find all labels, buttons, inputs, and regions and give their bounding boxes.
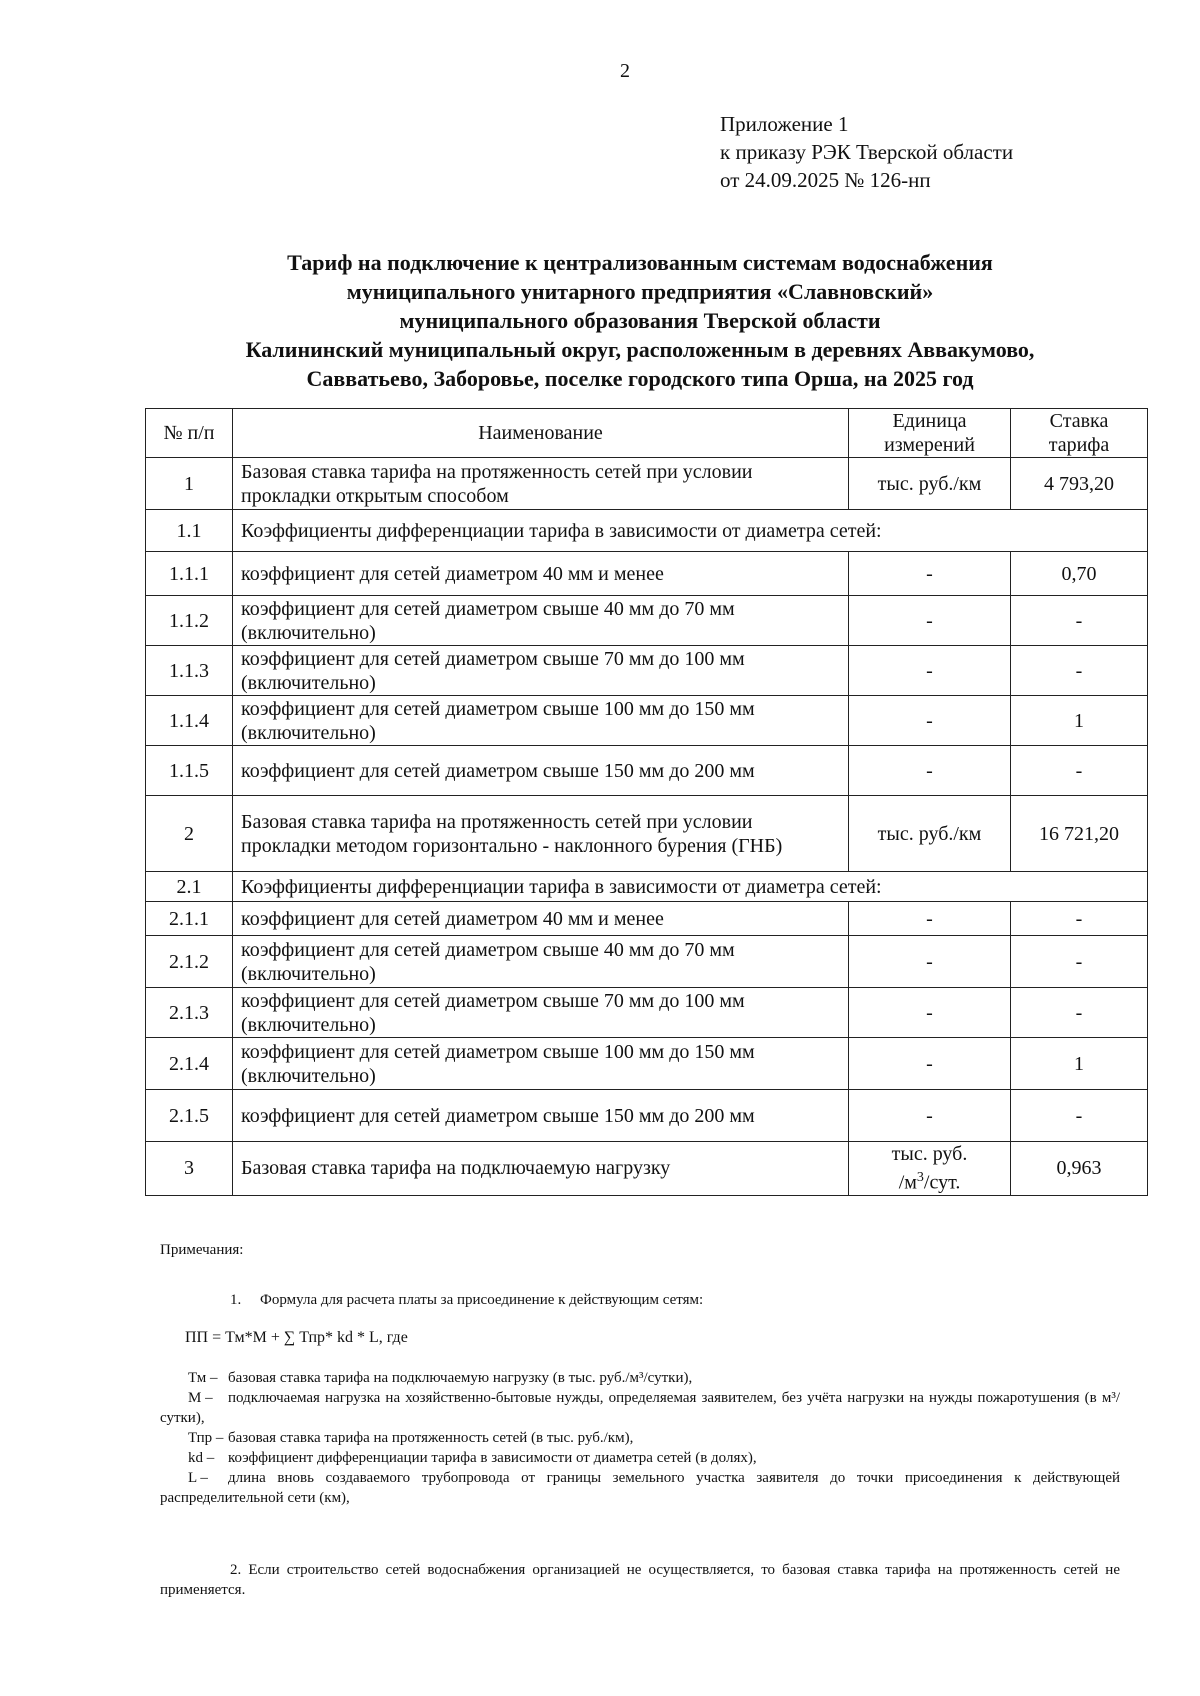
page-number: 2 [620, 60, 630, 82]
row-name: Базовая ставка тарифа на подключаемую нагрузку [233, 1142, 849, 1196]
appendix-header [720, 110, 1013, 194]
unit-line: тыс. руб. [891, 1143, 968, 1165]
appendix-line: от 24.09.2025 № 126-нп [720, 168, 931, 192]
formula-definitions [160, 1368, 1120, 1508]
row-name: коэффициент для сетей диаметром свыше 70 мм до 100 мм (включительно) [233, 646, 849, 696]
row-rate: 4 793,20 [1011, 458, 1148, 510]
table-row [146, 646, 1148, 696]
title-line: Савватьево, Заборовье, поселке городского типа Орша, на 2025 год [306, 366, 974, 391]
row-unit: - [849, 552, 1011, 596]
row-unit: - [849, 902, 1011, 936]
row-num: 1.1.1 [146, 552, 233, 596]
header-rate-line: Ставка [1049, 410, 1109, 432]
row-name: Коэффициенты дифференциации тарифа в зависимости от диаметра сетей: [233, 872, 1148, 902]
row-rate: - [1011, 902, 1148, 936]
row-name: Базовая ставка тарифа на протяженность сетей при условии прокладки методом горизонтально - наклонного бурения (ГНБ) [233, 796, 849, 872]
table-row [146, 936, 1148, 988]
table-row [146, 596, 1148, 646]
unit-text: /сут. [923, 1171, 961, 1194]
row-num: 1.1 [146, 510, 233, 552]
row-rate: 0,963 [1011, 1142, 1148, 1196]
row-rate: - [1011, 746, 1148, 796]
definition-line [160, 1448, 1120, 1468]
definition-symbol: L – [188, 1470, 208, 1486]
definition-symbol: Тпр – [188, 1430, 224, 1446]
table-row [146, 510, 1148, 552]
table-row [146, 696, 1148, 746]
row-name: коэффициент для сетей диаметром свыше 100 мм до 150 мм (включительно) [233, 696, 849, 746]
row-name: коэффициент для сетей диаметром свыше 150 мм до 200 мм [233, 746, 849, 796]
row-name: Базовая ставка тарифа на протяженность сетей при условии прокладки открытым способом [233, 458, 849, 510]
notes-heading: Примечания: [160, 1242, 244, 1258]
row-unit [849, 1142, 1011, 1196]
header-num: № п/п [146, 409, 233, 458]
row-num: 2.1.3 [146, 988, 233, 1038]
row-unit: тыс. руб./км [849, 458, 1011, 510]
row-rate: - [1011, 646, 1148, 696]
definition-line [160, 1368, 1120, 1388]
note-text: Формула для расчета платы за присоединение к действующим сетям: [260, 1292, 704, 1308]
title-line: Тариф на подключение к централизованным системам водоснабжения [287, 250, 993, 275]
row-name: коэффициент для сетей диаметром свыше 150 мм до 200 мм [233, 1090, 849, 1142]
table-row [146, 1038, 1148, 1090]
table-row [146, 1142, 1148, 1196]
row-unit: - [849, 988, 1011, 1038]
row-num: 1.1.2 [146, 596, 233, 646]
row-rate: - [1011, 936, 1148, 988]
row-num: 2.1.5 [146, 1090, 233, 1142]
definition-line [160, 1468, 1120, 1508]
note-item-1 [230, 1290, 1190, 1310]
row-rate: 16 721,20 [1011, 796, 1148, 872]
header-unit-line: измерений [884, 434, 975, 456]
row-name: коэффициент для сетей диаметром 40 мм и менее [233, 552, 849, 596]
formula: ПП = Тм*М + ∑ Тпр* kd * L, где [185, 1329, 408, 1346]
document-title [140, 248, 1140, 393]
row-rate: 0,70 [1011, 552, 1148, 596]
table-row [146, 988, 1148, 1038]
title-line: муниципального унитарного предприятия «Славновский» [346, 279, 934, 304]
header-unit [849, 409, 1011, 458]
row-unit: - [849, 1090, 1011, 1142]
row-num: 2 [146, 796, 233, 872]
row-rate: - [1011, 1090, 1148, 1142]
row-name: коэффициент для сетей диаметром свыше 70 мм до 100 мм (включительно) [233, 988, 849, 1038]
unit-text: /м [898, 1171, 917, 1194]
table-row [146, 552, 1148, 596]
row-name: коэффициент для сетей диаметром свыше 40 мм до 70 мм (включительно) [233, 936, 849, 988]
definition-text: длина вновь создаваемого трубопровода от границы земельного участка заявителя до точки присоединения к действующей распределительной сети (км), [160, 1470, 1120, 1506]
row-num: 3 [146, 1142, 233, 1196]
definition-line [160, 1428, 1120, 1448]
definition-text: базовая ставка тарифа на подключаемую нагрузку (в тыс. руб./м³/сутки), [228, 1370, 693, 1386]
row-unit: - [849, 596, 1011, 646]
definition-symbol: Тм – [188, 1370, 218, 1386]
definition-text: коэффициент дифференциации тарифа в зависимости от диаметра сетей (в долях), [228, 1450, 757, 1466]
header-unit-line: Единица [892, 410, 967, 432]
tariff-table [145, 408, 1148, 1196]
row-unit: - [849, 746, 1011, 796]
definition-line [160, 1388, 1120, 1428]
row-name: Коэффициенты дифференциации тарифа в зависимости от диаметра сетей: [233, 510, 1148, 552]
header-name: Наименование [233, 409, 849, 458]
unit-superscript: 3 [916, 1170, 924, 1185]
appendix-line: Приложение 1 [720, 112, 849, 136]
definition-symbol: М – [188, 1390, 213, 1406]
row-unit: тыс. руб./км [849, 796, 1011, 872]
row-num: 2.1.2 [146, 936, 233, 988]
row-rate: - [1011, 596, 1148, 646]
title-line: Калининский муниципальный округ, расположенным в деревнях Аввакумово, [245, 337, 1035, 362]
note-number: 1. [230, 1292, 242, 1308]
row-name: коэффициент для сетей диаметром свыше 100 мм до 150 мм (включительно) [233, 1038, 849, 1090]
definition-symbol: kd – [188, 1450, 215, 1466]
row-unit: - [849, 696, 1011, 746]
table-row [146, 796, 1148, 872]
header-rate-line: тарифа [1048, 434, 1110, 456]
row-num: 1.1.3 [146, 646, 233, 696]
appendix-line: к приказу РЭК Тверской области [720, 140, 1014, 164]
row-unit: - [849, 1038, 1011, 1090]
table-row [146, 1090, 1148, 1142]
row-num: 2.1.1 [146, 902, 233, 936]
header-rate [1011, 409, 1148, 458]
row-name: коэффициент для сетей диаметром свыше 40 мм до 70 мм (включительно) [233, 596, 849, 646]
table-row [146, 872, 1148, 902]
definition-text: подключаемая нагрузка на хозяйственно-бытовые нужды, определяемая заявителем, без учёта нагрузки на нужды пожаротушения (в м³/сутки), [160, 1390, 1120, 1426]
row-num: 2.1.4 [146, 1038, 233, 1090]
row-num: 1.1.5 [146, 746, 233, 796]
row-num: 1.1.4 [146, 696, 233, 746]
row-unit: - [849, 936, 1011, 988]
row-rate: 1 [1011, 696, 1148, 746]
table-row [146, 458, 1148, 510]
note-item-2: 2. Если строительство сетей водоснабжения организацией не осуществляется, то базовая ставка тарифа на протяженность сетей не применяется. [160, 1562, 1120, 1598]
table-header-row [146, 409, 1148, 458]
row-unit: - [849, 646, 1011, 696]
definition-text: базовая ставка тарифа на протяженность сетей (в тыс. руб./км), [228, 1430, 634, 1446]
unit-line [857, 1166, 1002, 1195]
row-rate: 1 [1011, 1038, 1148, 1090]
row-num: 1 [146, 458, 233, 510]
table-row [146, 902, 1148, 936]
row-num: 2.1 [146, 872, 233, 902]
row-rate: - [1011, 988, 1148, 1038]
title-line: муниципального образования Тверской области [399, 308, 881, 333]
row-name: коэффициент для сетей диаметром 40 мм и менее [233, 902, 849, 936]
table-row [146, 746, 1148, 796]
